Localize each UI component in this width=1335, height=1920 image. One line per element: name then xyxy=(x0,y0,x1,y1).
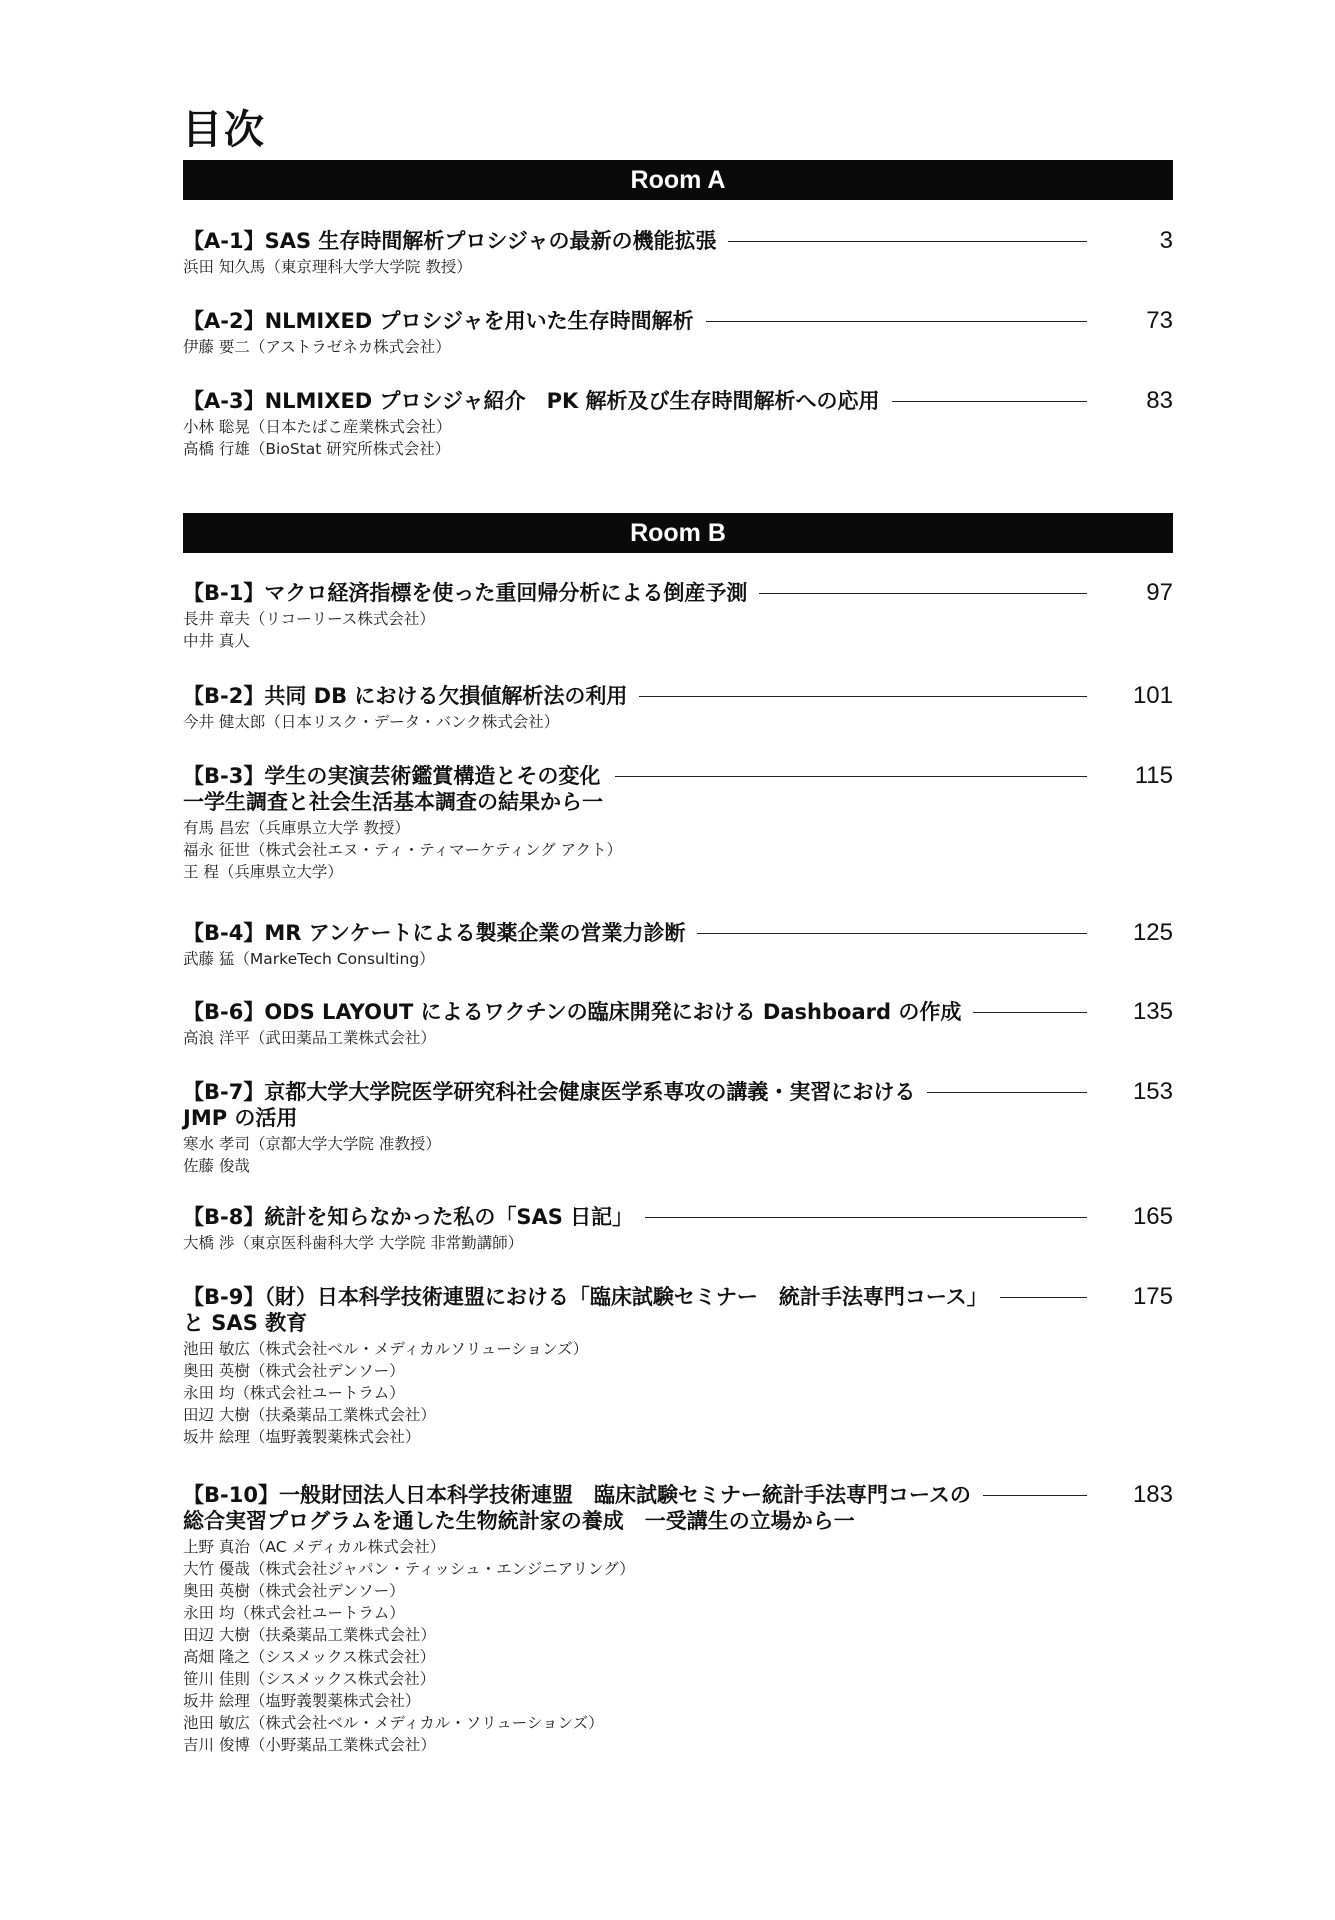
toc-entry-title xyxy=(183,763,603,815)
toc-entry-title-row xyxy=(183,763,1173,815)
toc-entry-authors xyxy=(183,1027,1173,1049)
toc-page-number: 3 xyxy=(1159,227,1173,254)
author-line: 浜田 知久馬（東京理科大学大学院 教授） xyxy=(183,258,472,276)
toc-entry-title xyxy=(183,1284,988,1336)
toc-entry-title-line: 【B-1】マクロ経済指標を使った重回帰分析による倒産予測 xyxy=(183,581,748,605)
toc-entry xyxy=(183,683,1173,733)
toc-entry-title-line: 【B-7】京都大学大学院医学研究科社会健康医学系専攻の講義・実習における xyxy=(183,1080,916,1104)
toc-entry-title xyxy=(183,683,627,709)
toc-entry-authors xyxy=(183,817,1173,883)
toc-entry-authors xyxy=(183,256,1173,278)
toc-entry xyxy=(183,1204,1173,1254)
toc-entry-title xyxy=(183,999,961,1025)
toc-leader-line xyxy=(615,776,1087,777)
toc-page-number: 83 xyxy=(1146,387,1173,414)
toc-entry-title-line: 一学生調査と社会生活基本調査の結果から一 xyxy=(183,790,603,814)
toc-entry-title-row xyxy=(183,388,1173,414)
toc-entry-title-row xyxy=(183,1079,1173,1131)
toc-entry-title xyxy=(183,580,747,606)
toc-leader-line xyxy=(973,1012,1087,1013)
toc-entry-authors xyxy=(183,1338,1173,1448)
toc-leader-line xyxy=(639,696,1087,697)
author-line: 池田 敏広（株式会社ベル・メディカル・ソリューションズ） xyxy=(183,1714,604,1732)
toc-entry-title xyxy=(183,228,716,254)
toc-entry-title xyxy=(183,308,694,334)
toc-entry xyxy=(183,228,1173,278)
toc-entry-title-row xyxy=(183,228,1173,254)
author-line: 田辺 大樹（扶桑薬品工業株式会社） xyxy=(183,1406,436,1424)
author-line: 坂井 絵理（塩野義製薬株式会社） xyxy=(183,1428,421,1446)
author-line: 吉川 俊博（小野薬品工業株式会社） xyxy=(183,1736,436,1754)
toc-leader-line xyxy=(927,1092,1087,1093)
toc-entry-title xyxy=(183,920,685,946)
author-line: 伊藤 要二（アストラゼネカ株式会社） xyxy=(183,338,451,356)
toc-entry-title xyxy=(183,1204,633,1230)
room-a-header: Room A xyxy=(183,160,1173,200)
toc-entry-authors xyxy=(183,336,1173,358)
author-line: 小林 聡晃（日本たばこ産業株式会社） xyxy=(183,418,452,436)
toc-leader-line xyxy=(697,933,1087,934)
toc-entry-title xyxy=(183,388,880,414)
toc-entry-title-line: 総合実習プログラムを通した生物統計家の養成 一受講生の立場から一 xyxy=(183,1509,855,1533)
author-line: 佐藤 俊哉 xyxy=(183,1157,250,1175)
toc-entry xyxy=(183,308,1173,358)
author-line: 寒水 孝司（京都大学大学院 准教授） xyxy=(183,1135,441,1153)
toc-entry xyxy=(183,999,1173,1049)
toc-leader-line xyxy=(706,321,1087,322)
toc-entry-title-row xyxy=(183,999,1173,1025)
toc-entry-title-line: 【B-6】ODS LAYOUT によるワクチンの臨床開発における Dashboard の作成 xyxy=(183,1000,962,1024)
author-line: 奥田 英樹（株式会社デンソー） xyxy=(183,1362,405,1380)
toc-entry-authors xyxy=(183,1536,1173,1756)
author-line: 王 程（兵庫県立大学） xyxy=(183,863,343,881)
toc-entry-title-row xyxy=(183,683,1173,709)
toc-leader-line xyxy=(892,401,1087,402)
toc-page-number: 183 xyxy=(1132,1481,1173,1508)
page-title: 目次 xyxy=(182,107,266,153)
toc-entry-title-row xyxy=(183,1482,1173,1534)
author-line: 高橋 行雄（BioStat 研究所株式会社） xyxy=(183,440,451,458)
toc-page-number: 97 xyxy=(1146,579,1173,606)
author-line: 池田 敏広（株式会社ベル・メディカルソリューションズ） xyxy=(183,1340,589,1358)
toc-entry xyxy=(183,388,1173,460)
author-line: 永田 均（株式会社ユートラム） xyxy=(183,1604,405,1622)
author-line: 高畑 隆之（シスメックス株式会社） xyxy=(183,1648,436,1666)
toc-entry-authors xyxy=(183,1133,1173,1177)
toc-page-number: 73 xyxy=(1146,307,1173,334)
toc-entry-title-line: 【A-1】SAS 生存時間解析プロシジャの最新の機能拡張 xyxy=(183,229,717,253)
author-line: 今井 健太郎（日本リスク・データ・バンク株式会社） xyxy=(183,713,560,731)
author-line: 田辺 大樹（扶桑薬品工業株式会社） xyxy=(183,1626,436,1644)
toc-page-number: 165 xyxy=(1132,1203,1173,1230)
toc-entry-title-line: 【B-2】共同 DB における欠損値解析法の利用 xyxy=(183,684,628,708)
toc-page-number: 101 xyxy=(1132,682,1173,709)
author-line: 笹川 佳則（シスメックス株式会社） xyxy=(183,1670,436,1688)
toc-page-number: 135 xyxy=(1132,998,1173,1025)
toc-entry-title-line: 【B-8】統計を知らなかった私の「SAS 日記」 xyxy=(183,1205,634,1229)
author-line: 有馬 昌宏（兵庫県立大学 教授） xyxy=(183,819,410,837)
toc-page-number: 125 xyxy=(1132,919,1173,946)
toc-entry-title-line: 【A-3】NLMIXED プロシジャ紹介 PK 解析及び生存時間解析への応用 xyxy=(183,389,880,413)
toc-entry-title-line: 【B-10】一般財団法人日本科学技術連盟 臨床試験セミナー統計手法専門コースの xyxy=(183,1483,971,1507)
toc-entry-title xyxy=(183,1079,915,1131)
author-line: 大竹 優哉（株式会社ジャパン・ティッシュ・エンジニアリング） xyxy=(183,1560,635,1578)
toc-entry-authors xyxy=(183,608,1173,652)
toc-entry xyxy=(183,1482,1173,1756)
toc-entry-authors xyxy=(183,711,1173,733)
toc-entry-authors xyxy=(183,416,1173,460)
toc-entry-title-row xyxy=(183,308,1173,334)
toc-entry xyxy=(183,580,1173,652)
toc-entry-authors xyxy=(183,948,1173,970)
toc-entry-title xyxy=(183,1482,971,1534)
toc-entry-title-line: と SAS 教育 xyxy=(183,1311,308,1335)
toc-entry xyxy=(183,1079,1173,1177)
author-line: 福永 征世（株式会社エヌ・ティ・ティマーケティング アクト） xyxy=(183,841,623,859)
toc-leader-line xyxy=(1000,1297,1087,1298)
author-line: 大橋 渉（東京医科歯科大学 大学院 非常勤講師） xyxy=(183,1234,524,1252)
toc-leader-line xyxy=(759,593,1087,594)
toc-entry-title-line: 【B-9】（財）日本科学技術連盟における「臨床試験セミナー 統計手法専門コース」 xyxy=(183,1285,988,1309)
toc-entry-title-line: 【B-4】MR アンケートによる製薬企業の営業力診断 xyxy=(183,921,686,945)
toc-leader-line xyxy=(983,1495,1087,1496)
author-line: 武藤 猛（MarkeTech Consulting） xyxy=(183,950,435,968)
toc-leader-line xyxy=(645,1217,1087,1218)
toc-entry-title-row xyxy=(183,920,1173,946)
author-line: 上野 真治（AC メディカル株式会社） xyxy=(183,1538,446,1556)
toc-entry-title-line: 【B-3】学生の実演芸術鑑賞構造とその変化 xyxy=(183,764,601,788)
author-line: 坂井 絵理（塩野義製薬株式会社） xyxy=(183,1692,421,1710)
author-line: 奥田 英樹（株式会社デンソー） xyxy=(183,1582,405,1600)
author-line: 長井 章夫（リコーリース株式会社） xyxy=(183,610,435,628)
author-line: 高浪 洋平（武田薬品工業株式会社） xyxy=(183,1029,436,1047)
toc-page-number: 115 xyxy=(1134,762,1173,789)
toc-entry-title-row xyxy=(183,1204,1173,1230)
author-line: 永田 均（株式会社ユートラム） xyxy=(183,1384,405,1402)
toc-entry xyxy=(183,920,1173,970)
room-b-header: Room B xyxy=(183,513,1173,553)
toc-page-number: 153 xyxy=(1132,1078,1173,1105)
toc-leader-line xyxy=(728,241,1087,242)
toc-entry-title-line: 【A-2】NLMIXED プロシジャを用いた生存時間解析 xyxy=(183,309,694,333)
author-line: 中井 真人 xyxy=(183,632,250,650)
toc-entry-title-line: JMP の活用 xyxy=(183,1106,298,1130)
toc-entry-title-row xyxy=(183,580,1173,606)
toc-entry-title-row xyxy=(183,1284,1173,1336)
toc-entry-authors xyxy=(183,1232,1173,1254)
toc-entry xyxy=(183,763,1173,883)
toc-entry xyxy=(183,1284,1173,1448)
toc-page-number: 175 xyxy=(1132,1283,1173,1310)
